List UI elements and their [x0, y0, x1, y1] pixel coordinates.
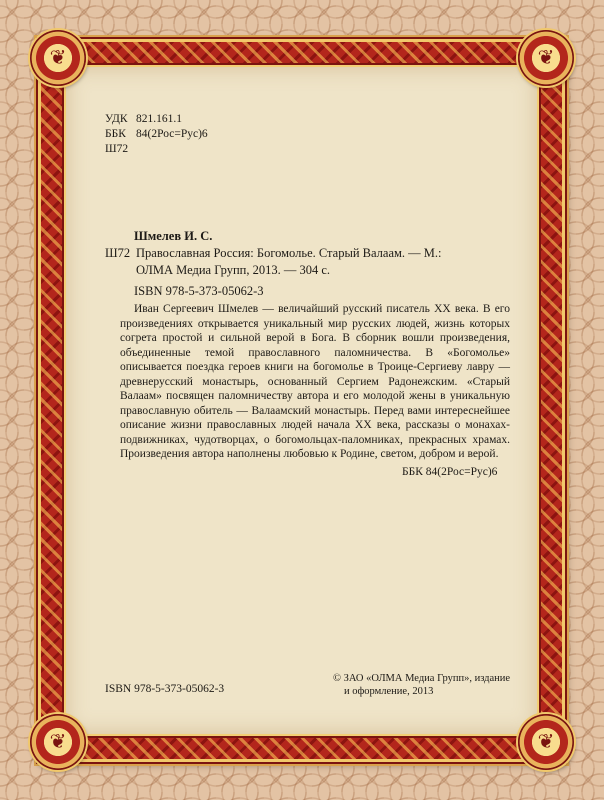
description-code: Ш72 [105, 246, 131, 260]
copyright-line-1: © ЗАО «ОЛМА Медиа Групп», издание [333, 673, 511, 684]
corner-medallion-icon: ❦ [30, 714, 86, 770]
isbn-footer: ISBN 978-5-373-05062-3 [105, 683, 225, 695]
bibliographic-line-1 [105, 245, 442, 261]
corner-medallion-icon: ❦ [518, 714, 574, 770]
corner-medallion-icon: ❦ [518, 30, 574, 86]
annotation-text: Иван Сергеевич Шмелев — величайший русский писатель XX века. В его произведениях открывается уникальный мир русских людей, жизнь которых согрета простой и сильной верой в Бога. В сборник вошли произведения, объединенные темой православного паломничества. В «Богомолье» описывается поездка героев книги на богомолье в Троице-Сергиеву лавру — древнерусский монастырь, основанный Сергием Радонежским. «Старый Валаам» посвящен паломничеству автора и его молодой жены в уникальную православную обитель — Валаамский монастырь. Перед вами интереснейшее описание жизни православных людей начала XX века, рассказы о монахах-подвижниках, чудотворцах, о богомольцах-паломниках, прекрасных храмах. Произведения автора наполнены любовью к Родине, светом, добром и верой. [120, 303, 510, 460]
corner-medallion-icon: ❦ [30, 30, 86, 86]
author-index-code: Ш72 [105, 143, 129, 155]
bbk-bottom: ББК 84(2Рос=Рус)6 [402, 466, 498, 478]
udk-value: 821.161.1 [136, 113, 182, 125]
bbk-label: ББК [105, 128, 126, 140]
author-name: Шмелев И. С. [134, 229, 213, 243]
isbn-main: ISBN 978-5-373-05062-3 [134, 284, 264, 298]
copyright-line-2: и оформление, 2013 [344, 686, 434, 697]
udk-label: УДК [105, 113, 128, 125]
udk-line [105, 112, 182, 126]
description-line-1: Православная Россия: Богомолье. Старый Валаам. — М.: [136, 246, 442, 260]
bbk-value: 84(2Рос=Рус)6 [136, 128, 208, 140]
description-line-2: ОЛМА Медиа Групп, 2013. — 304 с. [136, 263, 331, 277]
bbk-line [105, 127, 208, 141]
